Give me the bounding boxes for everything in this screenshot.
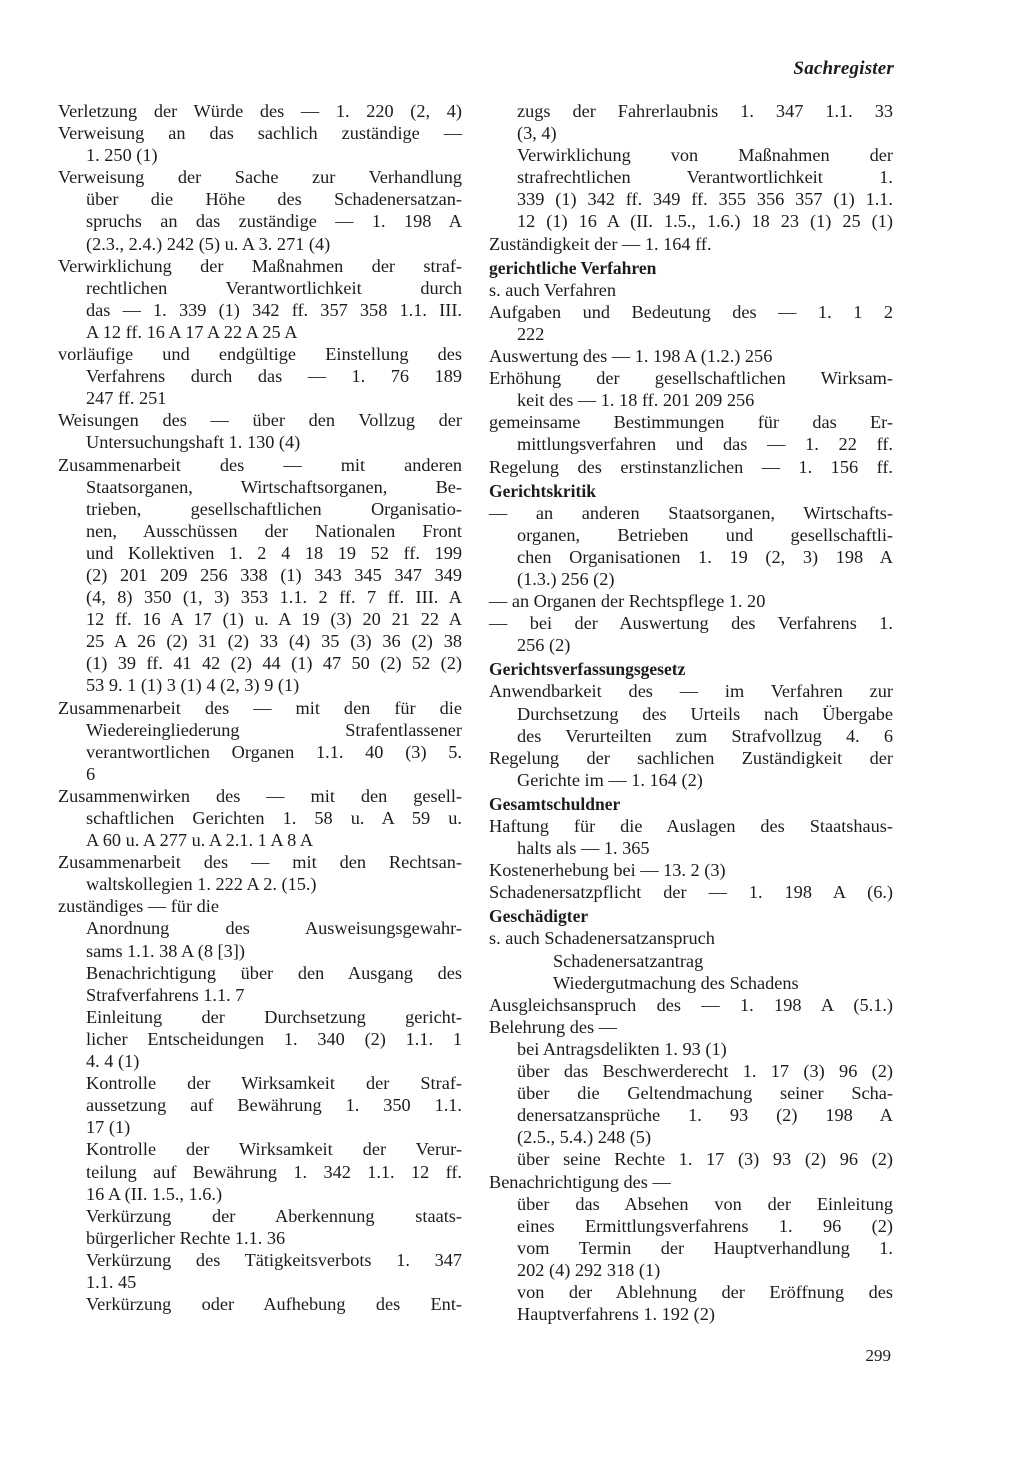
index-column-right	[489, 100, 893, 1325]
index-line: Hauptverfahrens 1. 192 (2)	[517, 1304, 715, 1325]
index-line: halts als — 1. 365	[517, 838, 650, 859]
index-line: und Kollektiven 1. 2 4 18 19 52 ff. 199	[86, 542, 462, 563]
index-line: Benachrichtigung über den Ausgang des	[86, 962, 462, 983]
index-line: (1.3.) 256 (2)	[517, 568, 615, 589]
index-line: (2.5., 5.4.) 248 (5)	[517, 1127, 652, 1148]
index-line: chen Organisationen 1. 19 (2, 3) 198 A	[517, 546, 893, 567]
index-line: über die Geltendmachung seiner Scha-	[517, 1083, 893, 1104]
running-header: Sachregister	[793, 58, 894, 79]
index-line: A 60 u. A 277 u. A 2.1. 1 A 8 A	[86, 830, 314, 851]
index-line: Zusammenarbeit des — mit den Rechtsan-	[58, 852, 462, 873]
index-line: Verfahrens durch das — 1. 76 189	[86, 366, 462, 387]
index-line: (2.3., 2.4.) 242 (5) u. A 3. 271 (4)	[86, 233, 331, 254]
index-line: 12 ff. 16 A 17 (1) u. A 19 (3) 20 21 22 A	[86, 609, 462, 630]
index-line: teilung auf Bewährung 1. 342 1.1. 12 ff.	[86, 1161, 462, 1182]
index-line: 17 (1)	[86, 1117, 131, 1138]
index-line: — an anderen Staatsorganen, Wirtschafts-	[489, 502, 893, 523]
index-line: vorläufige und endgültige Einstellung des	[58, 344, 462, 365]
index-line: — bei der Auswertung des Verfahrens 1.	[489, 613, 893, 634]
index-line: Kontrolle der Wirksamkeit der Straf-	[86, 1073, 462, 1094]
index-line: Untersuchungshaft 1. 130 (4)	[86, 432, 301, 453]
index-line: über das Absehen von der Einleitung	[517, 1193, 893, 1214]
index-line: Anwendbarkeit des — im Verfahren zur	[489, 681, 893, 702]
index-line: Haftung für die Auslagen des Staatshaus-	[489, 816, 893, 836]
index-line: 1. 250 (1)	[86, 145, 158, 166]
index-line: Verweisung der Sache zur Verhandlung	[58, 167, 462, 188]
index-line: Zusammenarbeit des — mit anderen	[58, 454, 462, 475]
index-line: 12 (1) 16 A (II. 1.5., 1.6.) 18 23 (1) 25 (1)	[517, 211, 893, 232]
index-heading: gerichtliche Verfahren	[489, 257, 657, 278]
index-line: 1.1. 45	[86, 1271, 137, 1292]
index-line: s. auch Schadenersatzanspruch	[489, 928, 715, 949]
index-line: Belehrung des —	[489, 1016, 617, 1037]
index-line: 247 ff. 251	[86, 388, 167, 409]
index-line: 256 (2)	[517, 635, 571, 656]
index-line: A 12 ff. 16 A 17 A 22 A 25 A	[86, 321, 298, 342]
index-line: über die Höhe des Schadenersatzan-	[86, 189, 462, 210]
index-line: Regelung des erstinstanzlichen — 1. 156 ff.	[489, 456, 893, 477]
index-line: Zusammenarbeit des — mit den für die	[58, 697, 462, 718]
index-line: Durchsetzung des Urteils nach Übergabe	[517, 703, 893, 724]
index-column-left	[58, 100, 462, 1315]
index-line: Benachrichtigung des —	[489, 1171, 671, 1192]
index-line: von der Ablehnung der Eröffnung des	[517, 1281, 893, 1302]
index-heading: Geschädigter	[489, 906, 589, 927]
index-line: zuständiges — für die	[58, 896, 219, 917]
page-number: 299	[865, 1346, 891, 1365]
index-line: (3, 4)	[517, 123, 557, 144]
index-line: Erhöhung der gesellschaftlichen Wirksam-	[489, 368, 893, 389]
index-line: Wiedergutmachung des Schadens	[553, 972, 799, 993]
index-line: (2) 201 209 256 338 (1) 343 345 347 349	[86, 564, 462, 585]
index-line: trieben, gesellschaftlichen Organisatio-	[86, 498, 462, 519]
index-line: Ausgleichsanspruch des — 1. 198 A (5.1.)	[489, 994, 893, 1015]
index-line: verantwortlichen Organen 1.1. 40 (3) 5.	[86, 741, 462, 762]
index-line: Staatsorganen, Wirtschaftsorganen, Be-	[86, 476, 462, 497]
index-line: keit des — 1. 18 ff. 201 209 256	[517, 390, 755, 411]
index-line: (4, 8) 350 (1, 3) 353 1.1. 2 ff. 7 ff. III. A	[86, 587, 462, 608]
index-line: Verkürzung der Aberkennung staats-	[86, 1205, 462, 1226]
index-line: Verweisung an das sachlich zuständige —	[58, 123, 462, 144]
index-heading: Gerichtsverfassungsgesetz	[489, 659, 686, 680]
index-line: Verkürzung des Tätigkeitsverbots 1. 347	[86, 1249, 462, 1270]
index-line: des Verurteilten zum Strafvollzug 4. 6	[517, 725, 893, 746]
index-line: 202 (4) 292 318 (1)	[517, 1259, 661, 1280]
index-line: aussetzung auf Bewährung 1. 350 1.1.	[86, 1095, 462, 1116]
index-line: Verwirklichung von Maßnahmen der	[517, 145, 893, 166]
index-line: Regelung der sachlichen Zuständigkeit der	[489, 747, 893, 768]
index-line: 222	[517, 323, 545, 344]
index-line: über seine Rechte 1. 17 (3) 93 (2) 96 (2)	[517, 1149, 893, 1170]
index-heading: Gerichtskritik	[489, 480, 596, 501]
index-line: 339 (1) 342 ff. 349 ff. 355 356 357 (1) 1.1.	[517, 189, 893, 210]
index-line: spruchs an das zuständige — 1. 198 A	[86, 211, 462, 232]
index-line: bürgerlicher Rechte 1.1. 36	[86, 1227, 286, 1248]
index-line: Schadenersatzantrag	[553, 950, 704, 971]
index-line: über das Beschwerderecht 1. 17 (3) 96 (2)	[517, 1061, 893, 1082]
index-line: schaftlichen Gerichten 1. 58 u. A 59 u.	[86, 808, 462, 828]
index-line: 25 A 26 (2) 31 (2) 33 (4) 35 (3) 36 (2) 38	[86, 631, 462, 652]
index-line: Anordnung des Ausweisungsgewahr-	[86, 918, 462, 939]
index-line: Einleitung der Durchsetzung gericht-	[86, 1006, 462, 1027]
index-line: — an Organen der Rechtspflege 1. 20	[489, 591, 766, 612]
index-line: denersatzansprüche 1. 93 (2) 198 A	[517, 1105, 893, 1126]
index-line: vom Termin der Hauptverhandlung 1.	[517, 1237, 893, 1258]
index-line: sams 1.1. 38 A (8 [3])	[86, 940, 245, 961]
index-line: organen, Betrieben und gesellschaftli-	[517, 524, 893, 545]
index-line: 53 9. 1 (1) 3 (1) 4 (2, 3) 9 (1)	[86, 675, 300, 696]
index-line: das — 1. 339 (1) 342 ff. 357 358 1.1. III.	[86, 299, 462, 320]
index-line: Kostenerhebung bei — 13. 2 (3)	[489, 860, 726, 881]
index-line: Verletzung der Würde des — 1. 220 (2, 4)	[58, 101, 462, 121]
index-line: Schadenersatzpflicht der — 1. 198 A (6.)	[489, 882, 893, 903]
index-line: nen, Ausschüssen der Nationalen Front	[86, 520, 462, 541]
index-line: 6	[86, 763, 96, 784]
index-line: Verwirklichung der Maßnahmen der straf-	[58, 255, 462, 276]
index-line: Aufgaben und Bedeutung des — 1. 1 2	[489, 301, 893, 322]
index-line: Zuständigkeit der — 1. 164 ff.	[489, 233, 712, 254]
index-line: gemeinsame Bestimmungen für das Er-	[489, 412, 893, 433]
index-line: licher Entscheidungen 1. 340 (2) 1.1. 1	[86, 1028, 462, 1049]
index-line: 16 A (II. 1.5., 1.6.)	[86, 1183, 223, 1204]
index-line: Strafverfahrens 1.1. 7	[86, 984, 245, 1005]
index-line: Kontrolle der Wirksamkeit der Verur-	[86, 1139, 462, 1160]
index-line: eines Ermittlungsverfahrens 1. 96 (2)	[517, 1215, 893, 1236]
index-line: 4. 4 (1)	[86, 1051, 140, 1072]
index-heading: Gesamtschuldner	[489, 793, 621, 814]
index-line: Auswertung des — 1. 198 A (1.2.) 256	[489, 346, 773, 367]
index-line: Weisungen des — über den Vollzug der	[58, 410, 462, 431]
index-line: s. auch Verfahren	[489, 279, 617, 300]
index-line: mittlungsverfahren und das — 1. 22 ff.	[517, 434, 893, 455]
index-line: Wiedereingliederung Strafentlassener	[86, 719, 462, 740]
index-line: rechtlichen Verantwortlichkeit durch	[86, 277, 462, 298]
index-line: Zusammenwirken des — mit den gesell-	[58, 785, 462, 806]
index-line: Gerichte im — 1. 164 (2)	[517, 769, 703, 790]
index-line: waltskollegien 1. 222 A 2. (15.)	[86, 874, 317, 895]
index-line: (1) 39 ff. 41 42 (2) 44 (1) 47 50 (2) 52 (2)	[86, 653, 462, 674]
index-line: zugs der Fahrerlaubnis 1. 347 1.1. 33	[517, 101, 893, 121]
index-line: Verkürzung oder Aufhebung des Ent-	[86, 1294, 462, 1315]
index-line: bei Antragsdelikten 1. 93 (1)	[517, 1038, 727, 1059]
index-line: strafrechtlichen Verantwortlichkeit 1.	[517, 167, 893, 188]
